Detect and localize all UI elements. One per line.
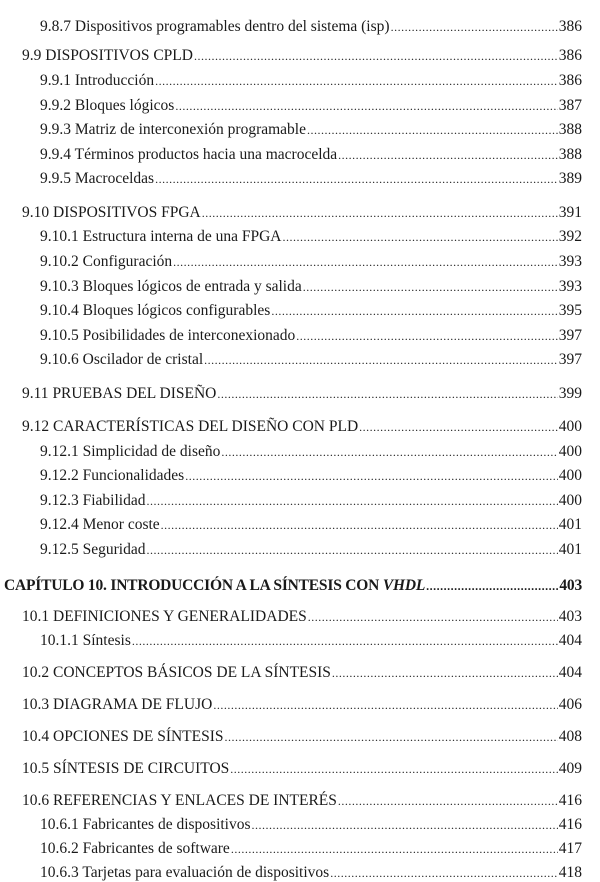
- toc-entry-page: 406: [558, 696, 582, 713]
- dot-leader: [359, 418, 558, 436]
- toc-entry-page: 386: [558, 47, 582, 64]
- toc-entry-page: 386: [558, 18, 582, 35]
- toc-entry-page: 418: [558, 864, 582, 881]
- toc-entry[interactable]: [40, 146, 582, 164]
- toc-entry-title: 9.12.1 Simplicidad de diseño: [40, 443, 221, 460]
- toc-chapter-entry[interactable]: [4, 577, 582, 595]
- toc-entry-title: 10.2 CONCEPTOS BÁSICOS DE LA SÍNTESIS: [22, 664, 331, 681]
- dot-leader: [338, 146, 558, 164]
- toc-entry-page: 416: [558, 792, 582, 809]
- dot-leader: [185, 467, 558, 485]
- toc-entry-page: 395: [558, 302, 582, 319]
- toc-entry-page: 401: [558, 516, 582, 533]
- toc-entry-title: 9.12.5 Seguridad: [40, 541, 146, 558]
- toc-entry-page: 416: [558, 816, 582, 833]
- toc-entry[interactable]: [40, 492, 582, 510]
- dot-leader: [202, 204, 558, 222]
- toc-entry[interactable]: [40, 72, 582, 90]
- toc-entry-page: 417: [558, 840, 582, 857]
- toc-entry[interactable]: [40, 121, 582, 139]
- dot-leader: [426, 577, 558, 595]
- toc-entry-page: 388: [558, 121, 582, 138]
- toc-entry-page: 393: [558, 253, 582, 270]
- dot-leader: [296, 327, 557, 345]
- toc-entry[interactable]: [40, 443, 582, 461]
- dot-leader: [338, 792, 558, 810]
- dot-leader: [303, 278, 558, 296]
- toc-entry-title: 9.10.2 Configuración: [40, 253, 173, 270]
- toc-entry[interactable]: [40, 541, 582, 559]
- dot-leader: [175, 97, 557, 115]
- toc-entry-title: 9.9.1 Introducción: [40, 72, 155, 89]
- toc-entry[interactable]: [22, 385, 582, 403]
- toc-entry-page: 397: [558, 327, 582, 344]
- toc-entry-title: 10.6.2 Fabricantes de software: [40, 840, 230, 857]
- toc-entry-page: 403: [559, 577, 582, 594]
- toc-entry-page: 400: [558, 467, 582, 484]
- toc-entry-title: 10.5 SÍNTESIS DE CIRCUITOS: [22, 760, 230, 777]
- toc-entry-title: 10.6.1 Fabricantes de dispositivos: [40, 816, 251, 833]
- toc-entry-page: 401: [558, 541, 582, 558]
- toc-entry[interactable]: [40, 327, 582, 345]
- toc-entry-page: 403: [558, 608, 582, 625]
- toc-entry-title: 10.6 REFERENCIAS Y ENLACES DE INTERÉS: [22, 792, 337, 809]
- toc-entry-title: 10.6.3 Tarjetas para evaluación de dispositivos: [40, 864, 330, 881]
- toc-entry-title: 9.10.5 Posibilidades de interconexionado: [40, 327, 296, 344]
- toc-entry-page: 399: [558, 385, 582, 402]
- toc-entry[interactable]: [40, 351, 582, 369]
- toc-entry-page: 404: [558, 632, 582, 649]
- dot-leader: [204, 351, 558, 369]
- toc-entry-page: 387: [558, 97, 582, 114]
- toc-entry[interactable]: [40, 278, 582, 296]
- dot-leader: [230, 760, 557, 778]
- dot-leader: [194, 47, 558, 65]
- dot-leader: [271, 302, 557, 320]
- toc-entry[interactable]: [40, 253, 582, 271]
- toc-entry[interactable]: [40, 840, 582, 858]
- toc-entry[interactable]: [22, 760, 582, 778]
- toc-entry-title: 9.10 DISPOSITIVOS FPGA: [22, 204, 201, 221]
- toc-entry[interactable]: [22, 696, 582, 714]
- toc-entry[interactable]: [40, 467, 582, 485]
- toc-entry-title: 9.12 CARACTERÍSTICAS DEL DISEÑO CON PLD: [22, 418, 359, 435]
- toc-entry[interactable]: [40, 228, 582, 246]
- toc-entry[interactable]: [40, 864, 582, 882]
- dot-leader: [391, 18, 558, 36]
- dot-leader: [332, 664, 558, 682]
- dot-leader: [161, 516, 558, 534]
- toc-entry-title: 9.8.7 Dispositivos programables dentro del sistema (isp): [40, 18, 390, 35]
- toc-entry[interactable]: [40, 18, 582, 36]
- toc-entry-title: 9.10.3 Bloques lógicos de entrada y salida: [40, 278, 302, 295]
- dot-leader: [307, 121, 558, 139]
- toc-entry-page: 400: [558, 492, 582, 509]
- dot-leader: [283, 228, 558, 246]
- toc-entry[interactable]: [40, 97, 582, 115]
- toc-entry[interactable]: [40, 170, 582, 188]
- dot-leader: [146, 492, 557, 510]
- toc-entry-title: 10.3 DIAGRAMA DE FLUJO: [22, 696, 213, 713]
- toc-entry-page: 400: [558, 443, 582, 460]
- dot-leader: [231, 840, 558, 858]
- toc-entry-title: 9.12.2 Funcionalidades: [40, 467, 185, 484]
- toc-entry[interactable]: [40, 632, 582, 650]
- toc-entry[interactable]: [40, 816, 582, 834]
- toc-entry-page: 393: [558, 278, 582, 295]
- toc-entry-title: 10.4 OPCIONES DE SÍNTESIS: [22, 728, 224, 745]
- toc-entry-page: 388: [558, 146, 582, 163]
- toc-entry[interactable]: [22, 204, 582, 222]
- toc-entry[interactable]: [22, 47, 582, 65]
- toc-entry[interactable]: [40, 516, 582, 534]
- toc-entry-page: 404: [558, 664, 582, 681]
- dot-leader: [308, 608, 558, 626]
- toc-entry-title: 9.9.2 Bloques lógicos: [40, 97, 175, 114]
- toc-entry[interactable]: [22, 664, 582, 682]
- toc-entry-title: 9.10.1 Estructura interna de una FPGA: [40, 228, 282, 245]
- toc-entry-title: 10.1 DEFINICIONES Y GENERALIDADES: [22, 608, 307, 625]
- toc-entry-page: 408: [558, 728, 582, 745]
- toc-entry-page: 392: [558, 228, 582, 245]
- dot-leader: [132, 632, 558, 650]
- toc-entry-title: 9.12.4 Menor coste: [40, 516, 160, 533]
- toc-entry[interactable]: [22, 728, 582, 746]
- dot-leader: [155, 72, 558, 90]
- dot-leader: [155, 170, 558, 188]
- toc-entry-title: 9.9.3 Matriz de interconexión programable: [40, 121, 306, 138]
- toc-entry-page: 389: [558, 170, 582, 187]
- dot-leader: [173, 253, 558, 271]
- dot-leader: [225, 728, 558, 746]
- toc-entry-title: 9.12.3 Fiabilidad: [40, 492, 146, 509]
- toc-entry-title: 9.11 PRUEBAS DEL DISEÑO: [22, 385, 217, 402]
- toc-entry-title: 10.1.1 Síntesis: [40, 632, 131, 649]
- dot-leader: [221, 443, 557, 461]
- toc-entry-page: 397: [558, 351, 582, 368]
- toc-entry-page: 409: [558, 760, 582, 777]
- dot-leader: [330, 864, 558, 882]
- toc-entry-page: 391: [558, 204, 582, 221]
- dot-leader: [252, 816, 558, 834]
- toc-entry-title: 9.9.4 Términos productos hacia una macrocelda: [40, 146, 338, 163]
- toc-entry-page: 400: [558, 418, 582, 435]
- toc-entry[interactable]: [40, 302, 582, 320]
- toc-entry-title: 9.9 DISPOSITIVOS CPLD: [22, 47, 193, 64]
- toc-entry-page: 386: [558, 72, 582, 89]
- toc-entry-title: 9.10.4 Bloques lógicos configurables: [40, 302, 271, 319]
- dot-leader: [146, 541, 557, 559]
- toc-entry-title: 9.9.5 Macroceldas: [40, 170, 155, 187]
- toc-entry[interactable]: [22, 608, 582, 626]
- dot-leader: [213, 696, 557, 714]
- toc-entry[interactable]: [22, 792, 582, 810]
- toc-entry-title: 9.10.6 Oscilador de cristal: [40, 351, 204, 368]
- toc-entry-title: CAPÍTULO 10. INTRODUCCIÓN A LA SÍNTESIS CON VHDL: [4, 577, 426, 594]
- dot-leader: [217, 385, 557, 403]
- toc-entry[interactable]: [22, 418, 582, 436]
